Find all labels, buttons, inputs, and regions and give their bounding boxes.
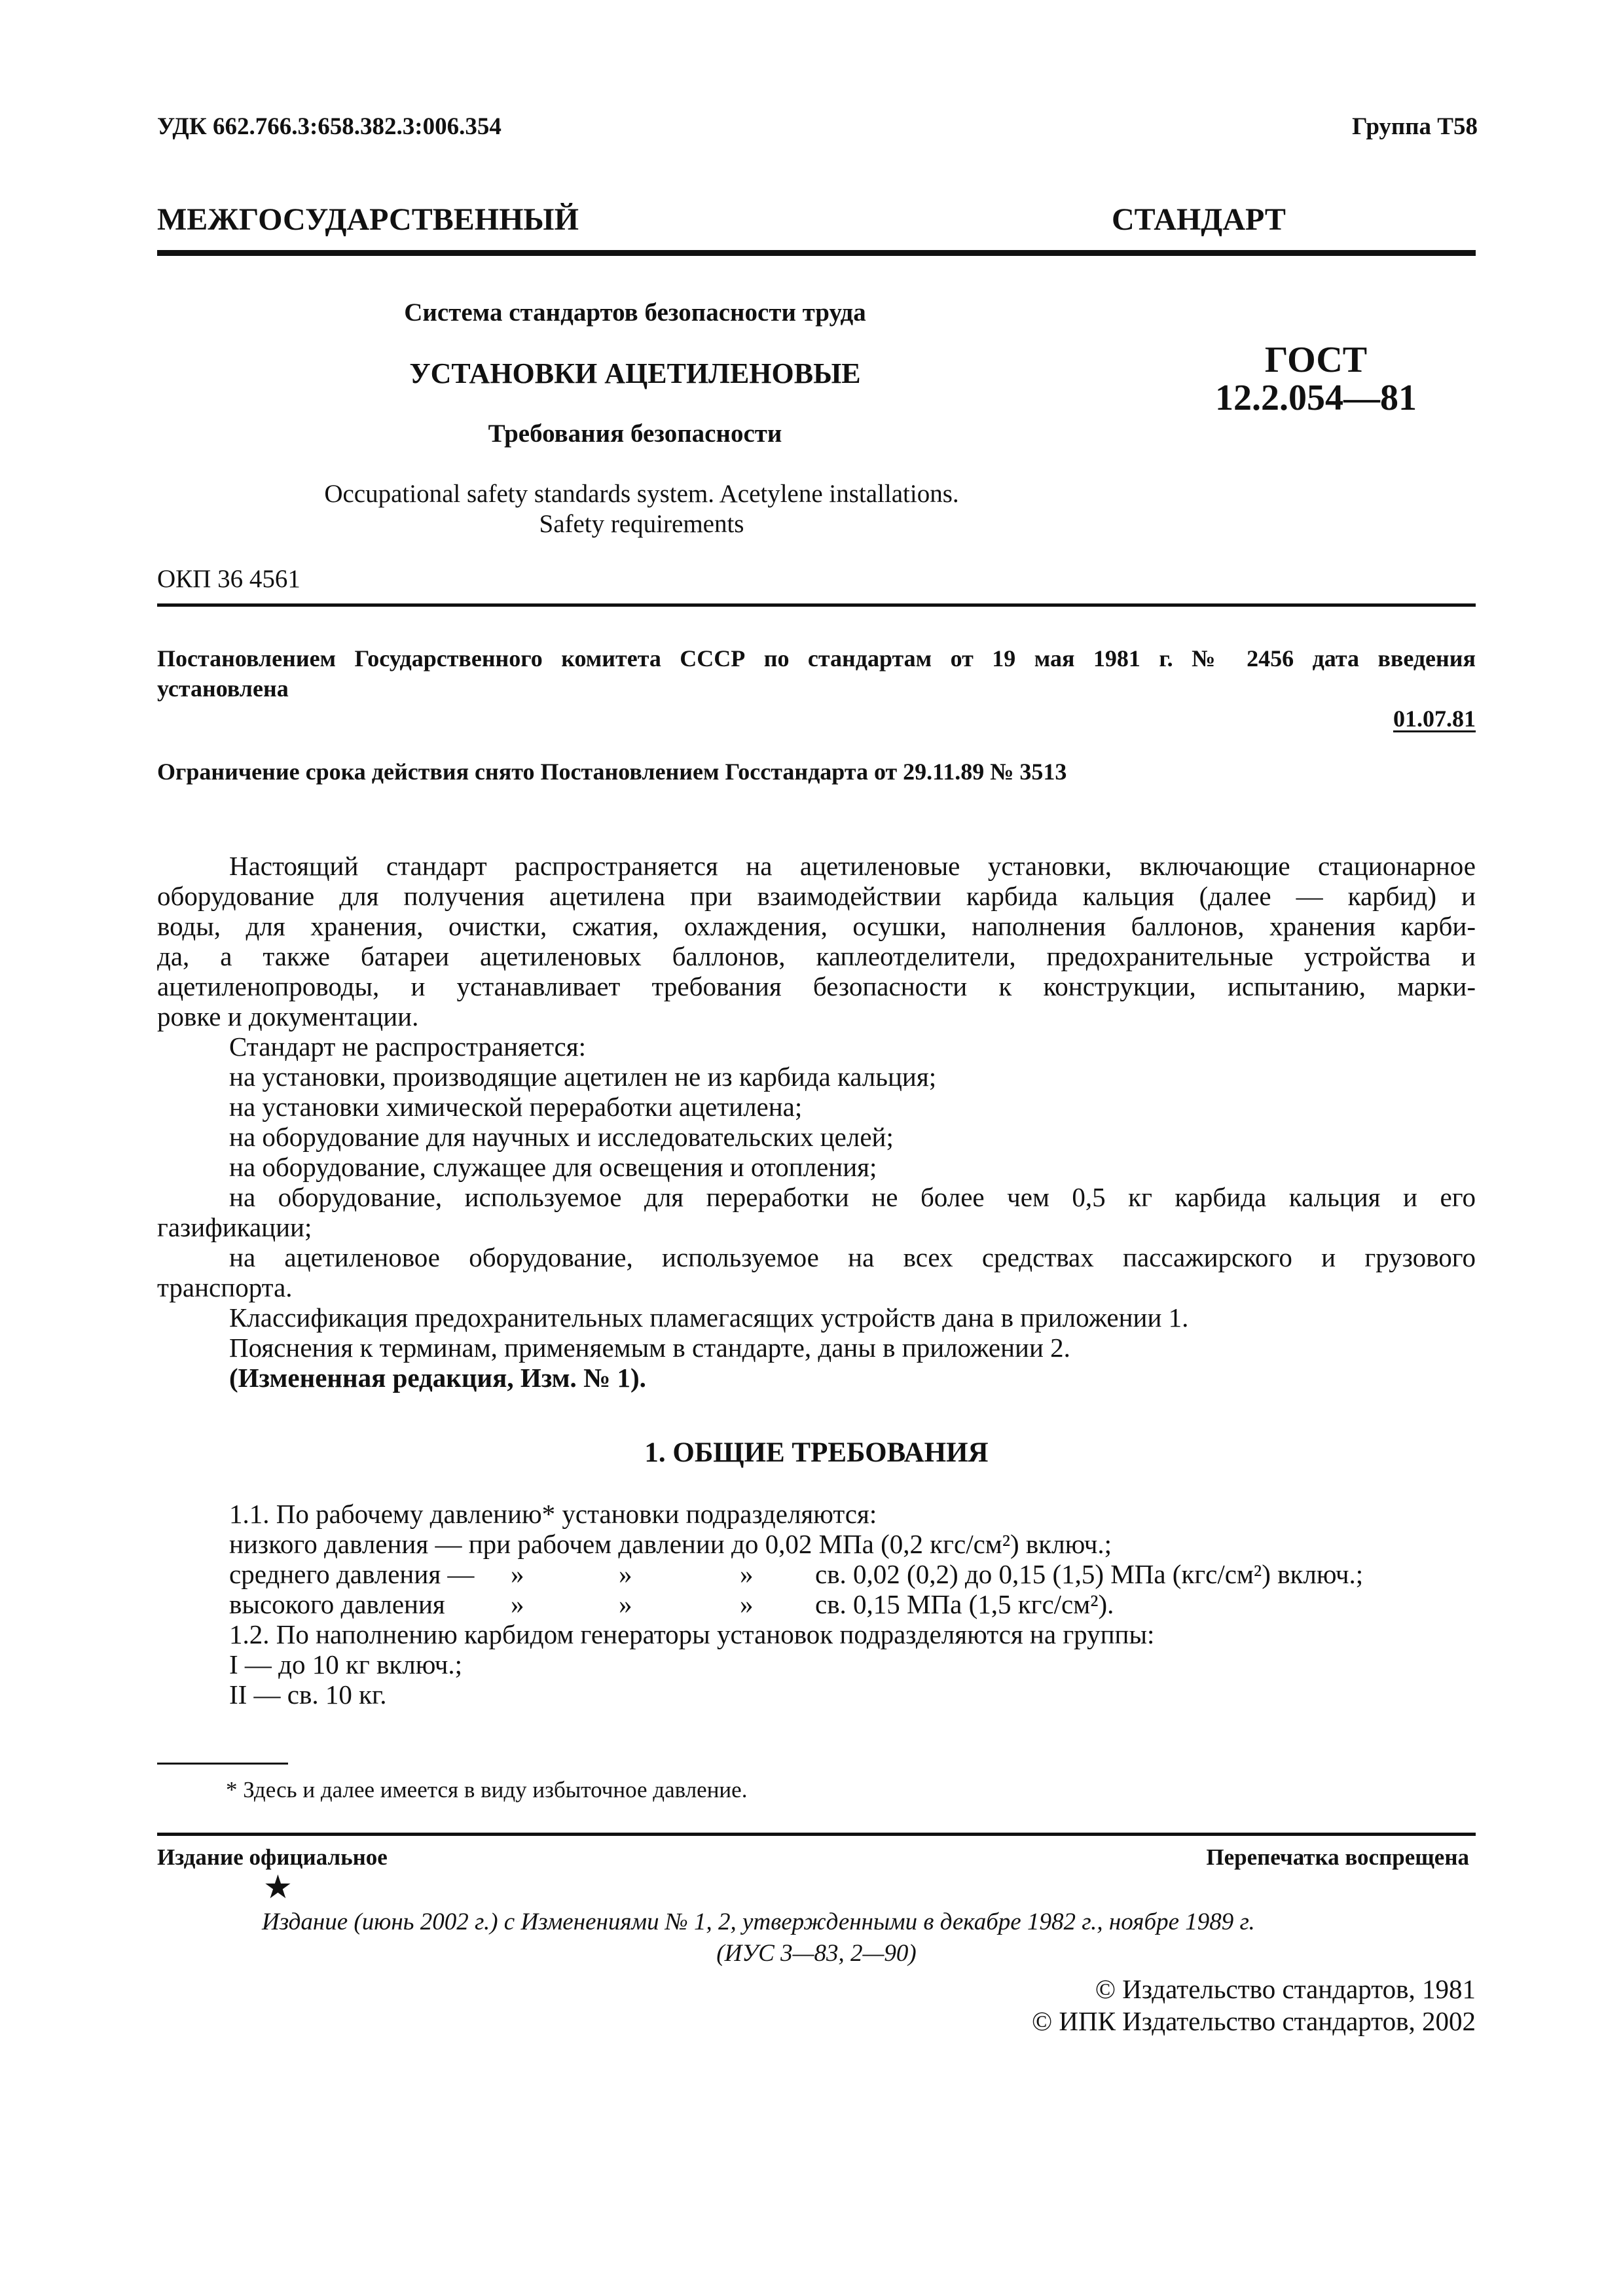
not-applies-heading: Стандарт не распространяется: xyxy=(229,1031,586,1062)
udk-code: УДК 662.766.3:658.382.3:006.354 xyxy=(157,113,501,140)
edition-info-line2: (ИУС 3—83, 2—90) xyxy=(716,1940,917,1967)
system-title: Система стандартов безопасности труда xyxy=(404,298,866,327)
footer-rule xyxy=(157,1833,1476,1836)
banner-rule xyxy=(157,250,1476,256)
group-code: Группа Т58 xyxy=(1352,113,1478,140)
intro-line-4: да, а также батареи ацетиленовых баллонов, каплеотделители, предохранительные устройства и xyxy=(157,941,1476,971)
clause-1-1: 1.1. По рабочему давлению* установки подразделяются: xyxy=(229,1499,877,1529)
ditto-mark: » xyxy=(619,1559,632,1589)
exclusion-item-5-line2: газификации; xyxy=(157,1212,312,1242)
exclusion-item-4: на оборудование, служащее для освещения и отопления; xyxy=(229,1152,877,1182)
edition-info-line1: Издание (июнь 2002 г.) с Изменениями № 1, 2, утвержденными в декабре 1982 г., ноябре 1989 г. xyxy=(262,1909,1255,1935)
star-icon: ★ xyxy=(263,1869,293,1905)
intro-line-5: ацетиленопроводы, и устанавливает требования безопасности к конструкции, испытанию, марки- xyxy=(157,971,1476,1001)
pressure-low: низкого давления — при рабочем давлении до 0,02 МПа (0,2 кгс/см²) включ.; xyxy=(229,1529,1112,1559)
official-edition: Издание официальное xyxy=(157,1844,388,1870)
exclusion-item-6-line1: на ацетиленовое оборудование, используемое на всех средствах пассажирского и грузового xyxy=(229,1242,1476,1272)
ditto-mark: » xyxy=(740,1589,754,1619)
decree-line2: установлена xyxy=(157,675,289,702)
section-1-heading: 1. ОБЩИЕ ТРЕБОВАНИЯ xyxy=(644,1437,989,1468)
pressure-high-value: св. 0,15 МПа (1,5 кгс/см²). xyxy=(815,1589,1114,1619)
intro-line-3: воды, для хранения, очистки, сжатия, охлаждения, осушки, наполнения баллонов, хранения карби- xyxy=(157,911,1476,941)
okp-code: ОКП 36 4561 xyxy=(157,565,301,593)
exclusion-item-3: на оборудование для научных и исследовательских целей; xyxy=(229,1122,894,1152)
decree-line1: Постановлением Государственного комитета СССР по стандартам от 19 мая 1981 г. № 2456 дата введения xyxy=(157,645,1476,672)
classification-note: Классификация предохранительных пламегасящих устройств дана в приложении 1. xyxy=(229,1302,1189,1333)
banner-interstate: МЕЖГОСУДАРСТВЕННЫЙ xyxy=(157,202,579,237)
pressure-medium-label: среднего давления — xyxy=(229,1559,475,1589)
reprint-notice: Перепечатка воспрещена xyxy=(1206,1844,1469,1870)
gost-number: 12.2.054—81 xyxy=(1215,378,1417,418)
english-title-line1: Occupational safety standards system. Acetylene installations. xyxy=(324,480,959,508)
exclusion-item-5-line1: на оборудование, используемое для переработки не более чем 0,5 кг карбида кальция и его xyxy=(229,1182,1476,1212)
exclusion-item-2: на установки химической переработки ацетилена; xyxy=(229,1092,803,1122)
footnote: * Здесь и далее имеется в виду избыточное давление. xyxy=(226,1777,748,1803)
doc-subtitle: Требования безопасности xyxy=(488,420,782,448)
intro-line-2: оборудование для получения ацетилена при взаимодействии карбида кальция (далее — карбид) и xyxy=(157,881,1476,911)
intro-line-1: Настоящий стандарт распространяется на ацетиленовые установки, включающие стационарное xyxy=(229,851,1476,881)
group-1: I — до 10 кг включ.; xyxy=(229,1649,463,1679)
limitation-note: Ограничение срока действия снято Постановлением Госстандарта от 29.11.89 № 3513 xyxy=(157,759,1067,785)
group-2: II — св. 10 кг. xyxy=(229,1679,387,1710)
title-rule xyxy=(157,603,1476,607)
gost-label: ГОСТ xyxy=(1264,340,1368,380)
ditto-mark: » xyxy=(619,1589,632,1619)
effective-date: 01.07.81 xyxy=(1393,706,1476,732)
english-title-line2: Safety requirements xyxy=(539,510,744,538)
footnote-rule xyxy=(157,1763,288,1765)
ditto-mark: » xyxy=(511,1559,524,1589)
doc-title: УСТАНОВКИ АЦЕТИЛЕНОВЫЕ xyxy=(409,357,861,389)
clause-1-2: 1.2. По наполнению карбидом генераторы установок подразделяются на группы: xyxy=(229,1619,1155,1649)
exclusion-item-6-line2: транспорта. xyxy=(157,1272,293,1302)
copyright-1981: © Издательство стандартов, 1981 xyxy=(1095,1974,1476,2004)
banner-standard: СТАНДАРТ xyxy=(1112,202,1286,237)
pressure-high-label: высокого давления xyxy=(229,1589,445,1619)
intro-line-6: ровке и документации. xyxy=(157,1001,419,1031)
terms-note: Пояснения к терминам, применяемым в стандарте, даны в приложении 2. xyxy=(229,1333,1070,1363)
amendment-note: (Измененная редакция, Изм. № 1). xyxy=(229,1363,646,1393)
copyright-2002: © ИПК Издательство стандартов, 2002 xyxy=(1031,2006,1476,2036)
ditto-mark: » xyxy=(740,1559,754,1589)
ditto-mark: » xyxy=(511,1589,524,1619)
exclusion-item-1: на установки, производящие ацетилен не из карбида кальция; xyxy=(229,1062,937,1092)
pressure-medium-value: св. 0,02 (0,2) до 0,15 (1,5) МПа (кгс/см²) включ.; xyxy=(815,1559,1364,1589)
